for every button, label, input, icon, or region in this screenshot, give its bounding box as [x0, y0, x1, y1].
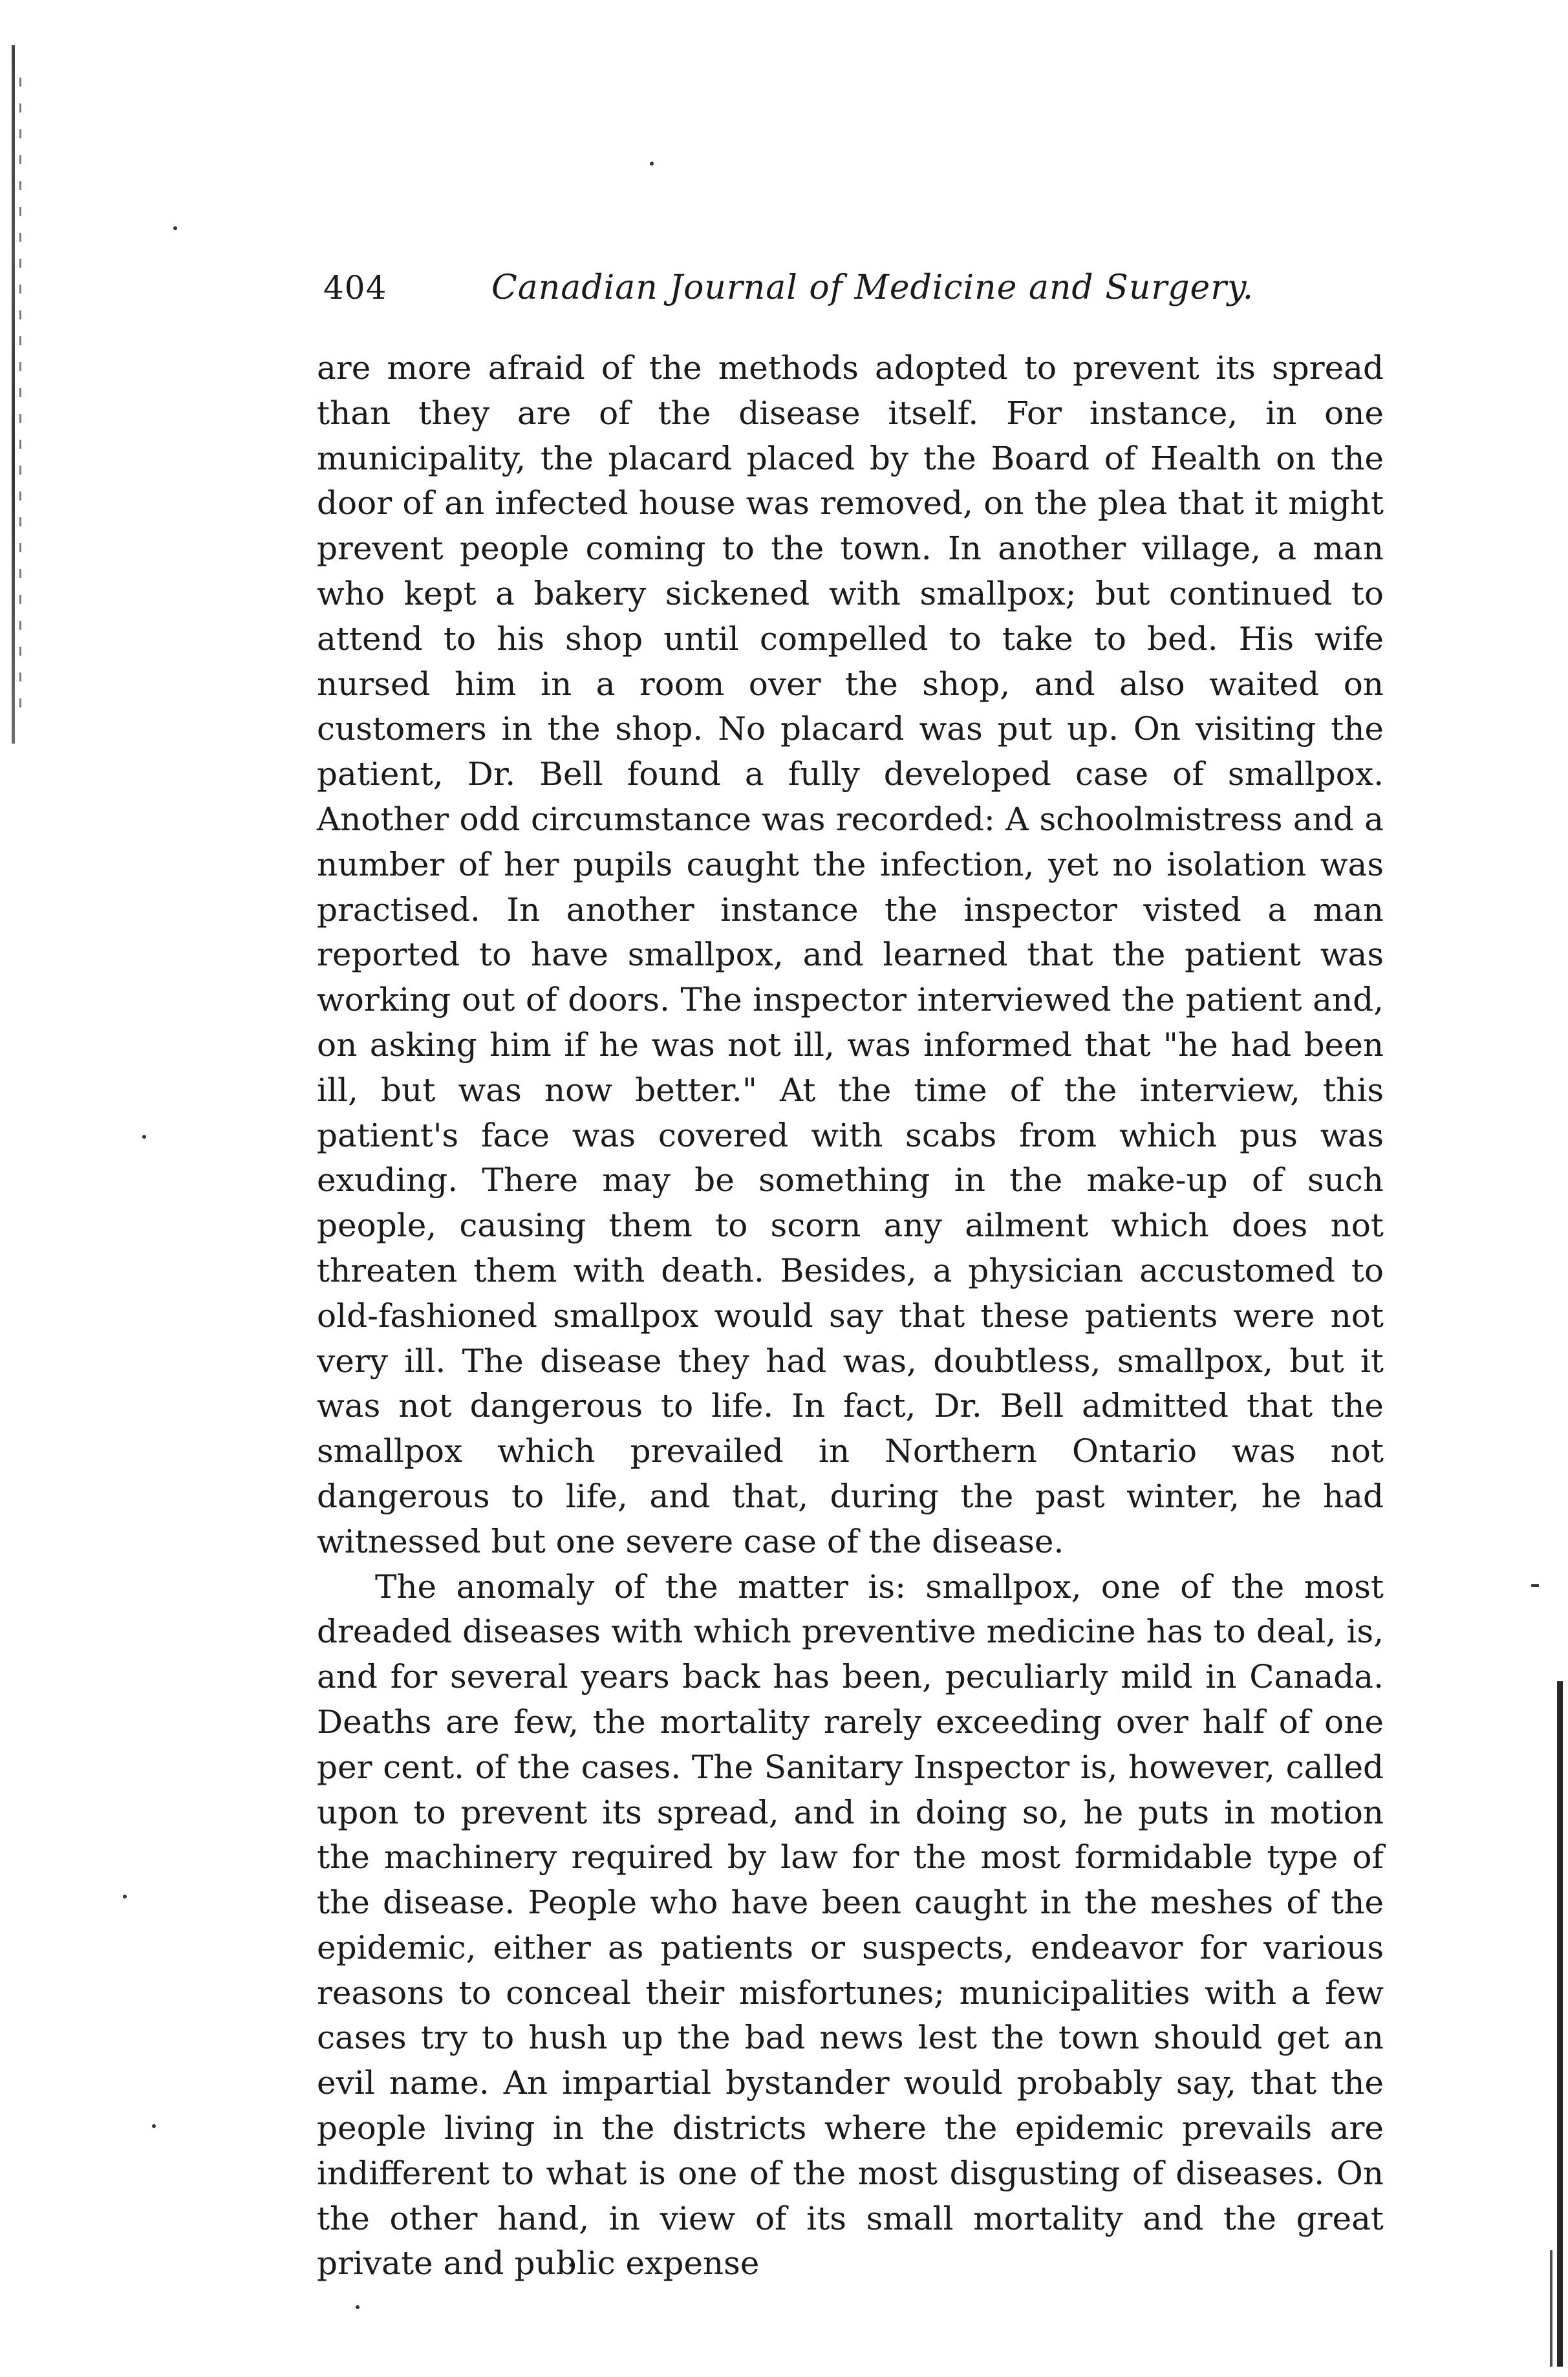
- scan-edge-left: [12, 45, 15, 744]
- page-header: [323, 262, 1384, 314]
- scan-speck: [152, 2124, 156, 2128]
- scan-edge-right: [1557, 1681, 1563, 2367]
- scan-speck: [650, 162, 654, 166]
- paragraph: The anomaly of the matter is: smallpox, one of the most dreaded diseases with which preventive medicine has to deal, is, and for several years back has been, peculiarly mild in Canada. Deaths are few, the mortality rarely exceeding over half of one per cent. of the cases. The Sanitary Inspector is, however, called upon to prevent its spread, and in doing so, he puts in motion the machinery required by law for the most formidable type of the disease. People who have been caught in the meshes of the epidemic, either as patients or suspects, endeavor for various reasons to conceal their misfortunes; municipalities with a few cases try to hush up the bad news lest the town should get an evil name. An impartial bystander would probably say, that the people living in the districts where the epidemic prevails are indifferent to what is one of the most disgusting of diseases. On the other hand, in view of its small mortality and the great private and public expense: [317, 1567, 1384, 2283]
- scan-speck: [356, 2305, 360, 2309]
- scan-footer-marks: [356, 2215, 1390, 2234]
- scan-speck: [123, 1895, 127, 1898]
- article-body: [317, 346, 1384, 2286]
- scan-speck: [1531, 1584, 1539, 1587]
- scan-speck: [173, 226, 177, 230]
- scan-edge-left-marks: [19, 78, 21, 711]
- page-number: 404: [323, 269, 387, 307]
- paragraph: are more afraid of the methods adopted to prevent its spread than they are of the disease itself. For instance, in one municipality, the placard placed by the Board of Health on the door of an infected house was removed, on the plea that it might prevent people coming to the town. In another village, a man who kept a bakery sickened with smallpox; but continued to attend to his shop until compelled to take to bed. His wife nursed him in a room over the shop, and also waited on customers in the shop. No placard was put up. On visiting the patient, Dr. Bell found a fully developed case of smallpox. Another odd circumstance was recorded: A schoolmistress and a number of her pupils caught the infection, yet no isolation was practised. In another instance the inspector visted a man reported to have smallpox, and learned that the patient was working out of doors. The inspector interviewed the patient and, on asking him if he was not ill, was informed that "he had been ill, but was now better." At the time of the interview, this patient's face was covered with scabs from which pus was exuding. There may be something in the make-up of such people, causing them to scorn any ailment which does not threaten them with death. Besides, a physician accustomed to old-fashioned smallpox would say that these patients were not very ill. The disease they had was, doubtless, smallpox, but it was not dangerous to life. In fact, Dr. Bell admitted that the smallpox which prevailed in Northern Ontario was not dangerous to life, and that, during the past winter, he had witnessed but one severe case of the disease.: [317, 349, 1384, 1560]
- scan-edge-right-marks: [1550, 2250, 1552, 2367]
- running-title: Canadian Journal of Medicine and Surgery.: [491, 268, 1254, 307]
- scan-speck: [142, 1135, 146, 1139]
